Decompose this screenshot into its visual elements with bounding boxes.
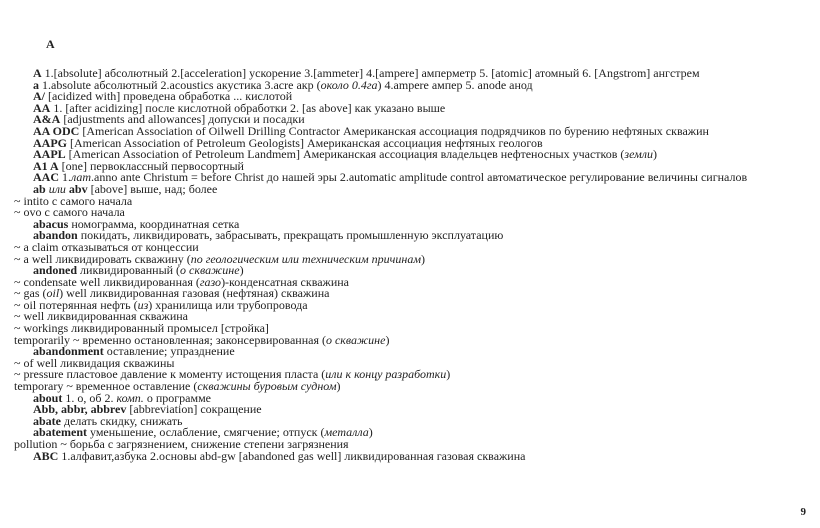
- entry-note: около 0.4га: [320, 77, 378, 92]
- entry-text: ): [336, 379, 341, 394]
- entry-note: земли: [624, 147, 654, 162]
- dictionary-entry: [14, 181, 806, 196]
- entry-note: комп.: [116, 390, 144, 405]
- entry-headword: A/: [33, 89, 45, 104]
- section-letter: A: [46, 37, 55, 51]
- entry-text: ): [385, 332, 390, 347]
- entry-headword: AA: [33, 100, 51, 115]
- entry-note: или к концу разработки: [325, 367, 447, 382]
- entry-text: .anno ante Christum = before Christ до нашей эры 2.automatic amplitude control автоматическое регулирование величины сигналов: [91, 170, 748, 185]
- entry-text: оставление; упразднение: [103, 344, 235, 359]
- entry-headword: A&A: [33, 112, 61, 127]
- entry-note: о скважине: [325, 332, 386, 347]
- entry-text: [American Association of Oilwell Drilling Contractor Американская ассоциация подрядчиков по бурению нефтяных скважин: [79, 123, 709, 138]
- entry-text: о программе: [143, 390, 211, 405]
- entry-text: 1.absolute абсолютный 2.acoustics акустика 3.acre акр (: [39, 77, 321, 92]
- entry-text: ) well ликвидированная газовая (нефтяная) скважина: [59, 286, 330, 301]
- entry-text: ): [420, 251, 425, 266]
- entry-headword: A1 A: [33, 158, 59, 173]
- entry-text: [abbreviation] сокращение: [126, 402, 262, 417]
- entry-note: о скважине: [180, 263, 240, 278]
- entry-note: лат: [71, 170, 92, 185]
- entry-text: ~ workings ликвидированный промысел [стройка]: [14, 321, 269, 336]
- entry-text: ~ a well ликвидировать скважину (: [14, 251, 191, 266]
- entry-text: покидать, ликвидировать, забрасывать, прекращать промышленную эксплуатацию: [77, 228, 504, 243]
- entry-text: 1.[absolute] абсолютный 2.[acceleration] ускорение 3.[ammeter] 4.[ampere] амперметр 5. [atomic] атомный 6. [Angstrom] ангстрем: [41, 66, 700, 80]
- entry-headword: AA ODC: [33, 123, 80, 138]
- entry-text: ): [239, 263, 244, 278]
- entry-headword: ab: [33, 181, 46, 196]
- entry-note: скважины буровым судном: [197, 379, 337, 394]
- entry-text: 1.: [59, 170, 71, 185]
- entry-text: номограмма, координатная сетка: [68, 216, 240, 231]
- entry-text: ~ a claim отказываться от концессии: [14, 239, 199, 254]
- entry-headword: a: [33, 77, 39, 92]
- entry-text: ) 4.ampere ампер 5. anode анод: [377, 77, 533, 92]
- entry-headword: A: [33, 66, 42, 80]
- entry-text: ~ well ликвидированная скважина: [14, 309, 188, 324]
- entry-note: по геологическим или техническим причинам: [190, 251, 421, 266]
- entry-headword: AAPG: [33, 135, 67, 150]
- entry-text: )-конденсатная скважина: [221, 274, 350, 289]
- entry-headword: abacus: [33, 216, 69, 231]
- entry-headword: about: [33, 390, 63, 405]
- entry-text: ): [368, 425, 373, 440]
- dictionary-entry: [14, 448, 806, 463]
- entry-text: ~ ovo с самого начала: [14, 205, 125, 220]
- entry-text: ~ condensate well ликвидированная (: [14, 274, 200, 289]
- entry-note: газо: [199, 274, 222, 289]
- entry-text: temporary ~ временное оставление (: [14, 379, 198, 394]
- entry-text: temporarily ~ временно остановленная; законсервированная (: [14, 332, 326, 347]
- entry-text: уменьшение, ослабление, смягчение; отпуск (: [87, 425, 325, 440]
- entry-headword: abate: [33, 413, 61, 428]
- dictionary-entry: [14, 193, 806, 208]
- entry-text: [above] выше, над; более: [87, 181, 218, 196]
- entry-text: [acidized with] проведена обработка ... кислотой: [45, 89, 293, 104]
- entry-text: [American Association of Petroleum Geologists] Американская ассоциация нефтяных геологов: [67, 135, 543, 150]
- entry-text: [one] первоклассный первосортный: [58, 158, 244, 173]
- entry-text: ~ of well ликвидация скважины: [14, 355, 175, 370]
- entry-text: ): [446, 367, 451, 382]
- entry-note: или: [48, 181, 66, 196]
- entry-text: ~ oil потерянная нефть (: [14, 297, 138, 312]
- entry-headword: ABC: [33, 448, 59, 463]
- entry-headword: AAC: [33, 170, 59, 185]
- entry-text: ~ gas (: [14, 286, 47, 301]
- entry-headword: Abb, abbr, abbrev: [33, 402, 127, 417]
- entry-note: металла: [324, 425, 369, 440]
- entry-headword: AAPL: [33, 147, 66, 162]
- entry-text: ): [653, 147, 658, 162]
- entry-text: ) хранилища или трубопровода: [148, 297, 308, 312]
- entry-headword: abandon: [33, 228, 78, 243]
- entry-note: oil: [46, 286, 60, 301]
- entry-text: [adjustments and allowances] допуски и посадки: [60, 112, 305, 127]
- entry-list: [14, 68, 806, 462]
- entry-text: ~ intito с самого начала: [14, 193, 133, 208]
- entry-text: делать скидку, снижать: [61, 413, 183, 428]
- entry-headword: andoned: [33, 263, 78, 278]
- page-number: 9: [800, 506, 806, 518]
- entry-text: 1. о, об 2.: [62, 390, 117, 405]
- entry-text: ликвидированный (: [77, 263, 181, 278]
- entry-text: 1.алфавит,азбука 2.основы abd-gw [abandoned gas well] ликвидированная газовая скважина: [58, 448, 526, 463]
- entry-text: ~ pressure пластовое давление к моменту истощения пласта (: [14, 367, 326, 382]
- entry-headword: abv: [68, 181, 88, 196]
- entry-note: из: [137, 297, 149, 312]
- entry-text: 1. [after acidizing] после кислотной обработки 2. [as above] как указано выше: [50, 100, 446, 115]
- entry-headword: abatement: [33, 425, 87, 440]
- entry-text: [American Association of Petroleum Landmem] Американская ассоциация владельцев нефтеносных участков (: [65, 147, 625, 162]
- entry-text: pollution ~ борьба с загрязнением, снижение степени загрязнения: [14, 437, 349, 451]
- entry-headword: abandonment: [33, 344, 104, 359]
